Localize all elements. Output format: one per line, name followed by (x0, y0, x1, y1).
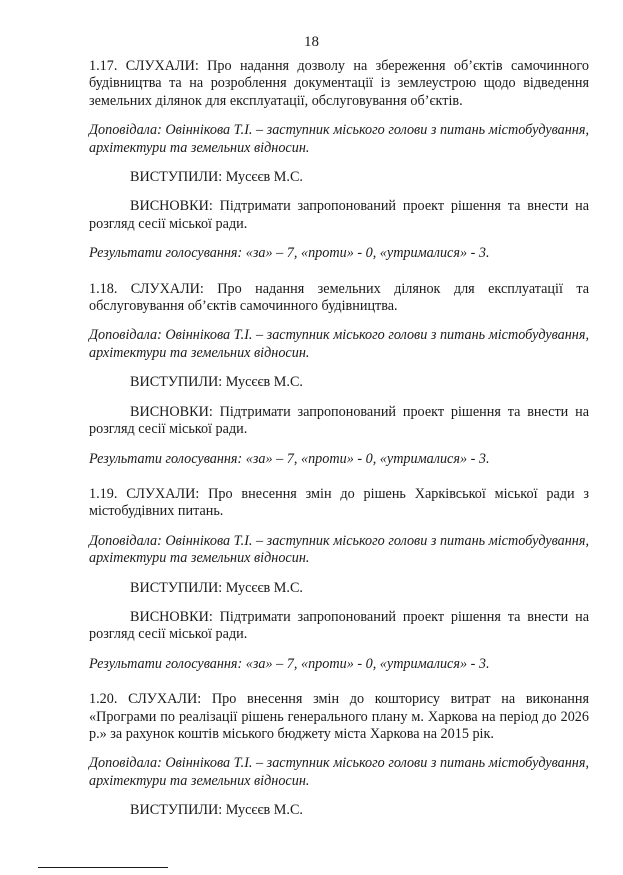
heard-paragraph: 1.18. СЛУХАЛИ: Про надання земельних ділянок для експлуатації та обслуговування об’єктів самочинного будівництва. (89, 280, 589, 315)
conclusions-paragraph: ВИСНОВКИ: Підтримати запропонований проект рішення та внести на розгляд сесії міської ради. (89, 198, 589, 232)
agenda-item-1-17 (89, 58, 589, 263)
conclusions-paragraph: ВИСНОВКИ: Підтримати запропонований проект рішення та внести на розгляд сесії міської ради. (89, 403, 589, 438)
page-content (89, 58, 589, 820)
agenda-item-1-20 (89, 691, 589, 819)
voting-result: Результати голосування: «за» – 7, «проти» - 0, «утрималися» - 3. (89, 450, 490, 467)
voting-result: Результати голосування: «за» – 7, «проти» - 0, «утрималися» - 3. (89, 245, 490, 262)
reporter-paragraph: Доповідала: Овіннікова Т.І. – заступник міського голови з питань містобудування, архітектури та земельних відносин. (89, 532, 589, 567)
spoke-paragraph: ВИСТУПИЛИ: Мусєєв М.С. (130, 802, 303, 819)
spoke-paragraph: ВИСТУПИЛИ: Мусєєв М.С. (130, 579, 303, 596)
spoke-paragraph: ВИСТУПИЛИ: Мусєєв М.С. (130, 169, 303, 186)
page-number: 18 (304, 34, 319, 50)
heard-paragraph: 1.19. СЛУХАЛИ: Про внесення змін до рішень Харківської міської ради з містобудівних питань. (89, 485, 589, 520)
reporter-paragraph: Доповідала: Овіннікова Т.І. – заступник міського голови з питань містобудування, архітектури та земельних відносин. (89, 122, 589, 156)
heard-paragraph: 1.17. СЛУХАЛИ: Про надання дозволу на збереження об’єктів самочинного будівництва та на розроблення документації із землеустрою щодо відведення земельних ділянок для експлуатації, обслуговування об’єктів. (89, 58, 589, 109)
voting-result: Результати голосування: «за» – 7, «проти» - 0, «утрималися» - 3. (89, 655, 490, 672)
agenda-item-1-18 (89, 281, 589, 468)
heard-paragraph: 1.20. СЛУХАЛИ: Про внесення змін до кошторису витрат на виконання «Програми по реалізації рішень генерального плану м. Харкова на період до 2026 р.» за рахунок коштів міського бюджету міста Харкова на 2015 рік. (89, 691, 589, 742)
reporter-paragraph: Доповідала: Овіннікова Т.І. – заступник міського голови з питань містобудування, архітектури та земельних відносин. (89, 755, 589, 789)
footnote-divider (38, 867, 168, 868)
conclusions-paragraph: ВИСНОВКИ: Підтримати запропонований проект рішення та внести на розгляд сесії міської ради. (89, 608, 589, 643)
reporter-paragraph: Доповідала: Овіннікова Т.І. – заступник міського голови з питань містобудування, архітектури та земельних відносин. (89, 327, 589, 361)
agenda-item-1-19 (89, 486, 589, 673)
spoke-paragraph: ВИСТУПИЛИ: Мусєєв М.С. (130, 374, 303, 391)
